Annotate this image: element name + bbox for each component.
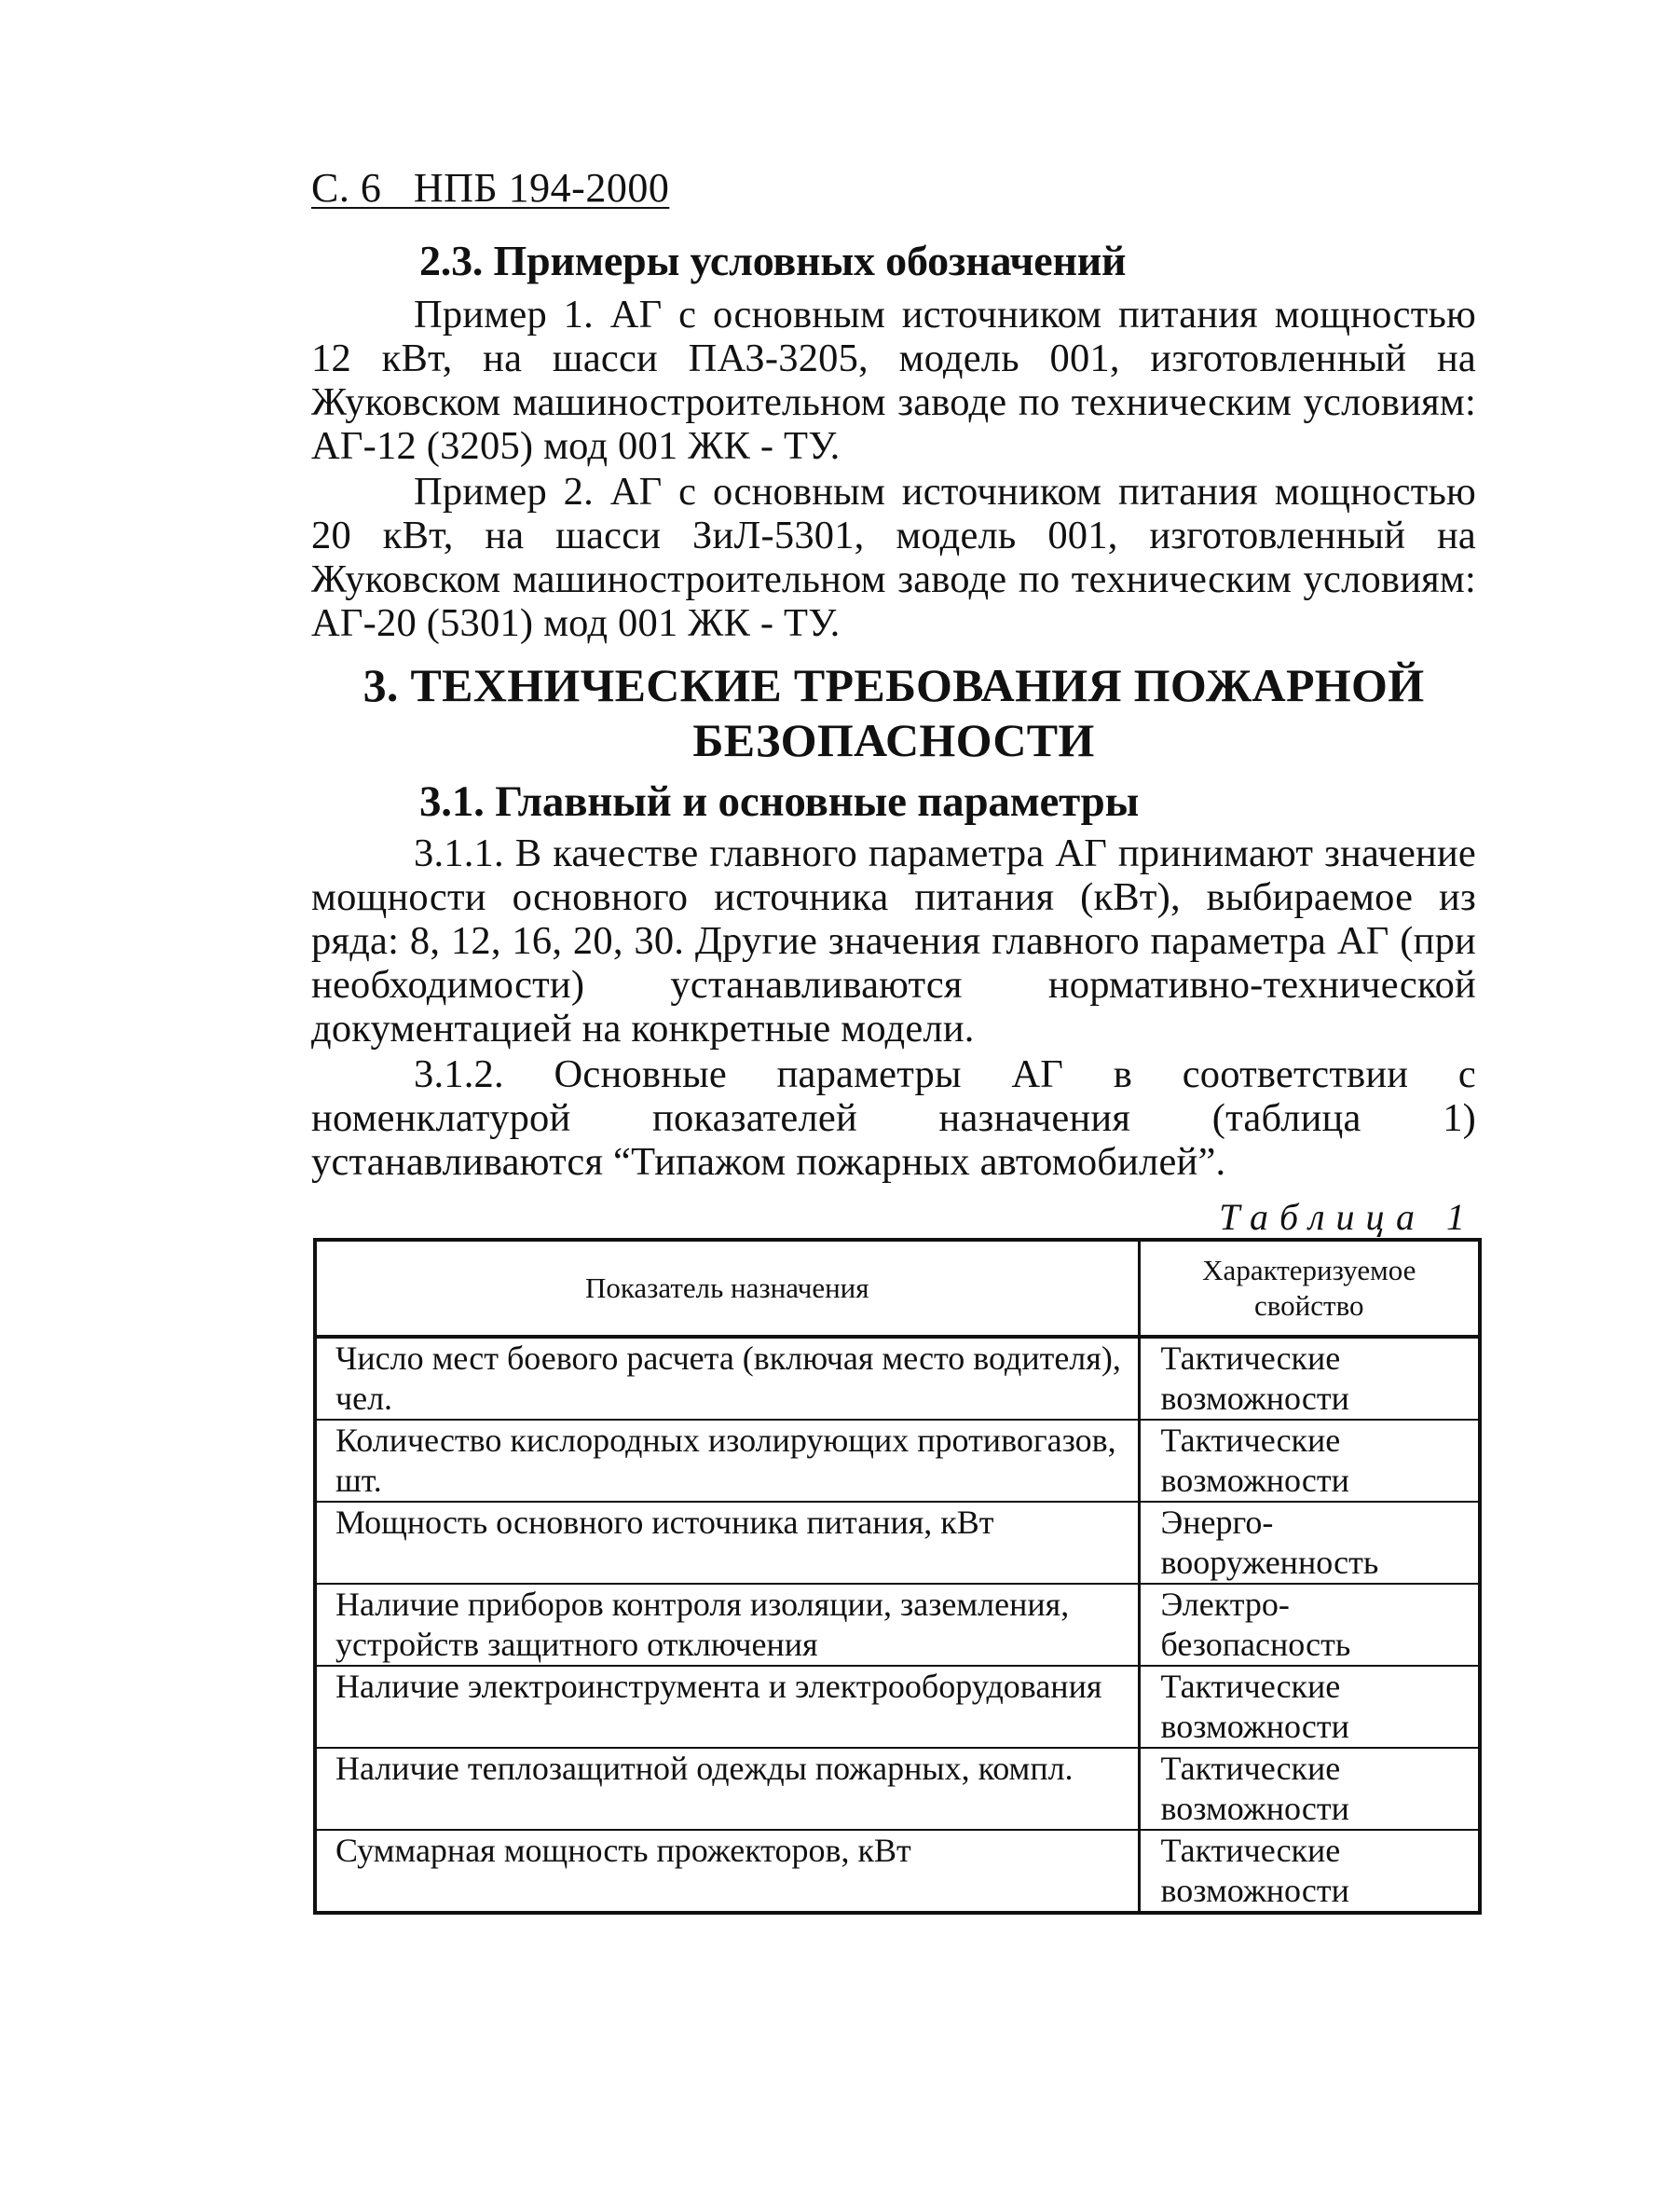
property-line: возможности	[1160, 1708, 1349, 1745]
indicator-cell: Количество кислородных изолирующих противогазов, шт.	[315, 1420, 1139, 1502]
indicator-cell: Наличие теплозащитной одежды пожарных, компл.	[315, 1748, 1139, 1830]
property-line: возможности	[1160, 1380, 1349, 1417]
property-cell	[1139, 1830, 1480, 1913]
table-row	[315, 1502, 1480, 1584]
property-line: вооруженность	[1160, 1544, 1379, 1581]
property-line: Электро-	[1160, 1586, 1290, 1623]
section-2-3-heading: 2.3. Примеры условных обозначений	[419, 237, 1127, 284]
table-row	[315, 1337, 1480, 1420]
section-3-heading	[311, 658, 1476, 768]
property-line: возможности	[1160, 1462, 1349, 1499]
table-row	[315, 1748, 1480, 1830]
section-3-heading-line-2: БЕЗОПАСНОСТИ	[692, 714, 1095, 766]
table-row	[315, 1666, 1480, 1748]
page-header: С. 6 НПБ 194-2000	[311, 165, 670, 211]
indicator-cell: Наличие электроинструмента и электрооборудования	[315, 1666, 1139, 1748]
section-3-heading-line-1: 3. ТЕХНИЧЕСКИЕ ТРЕБОВАНИЯ ПОЖАРНОЙ	[363, 659, 1425, 711]
paragraph-3-1-2: 3.1.2. Основные параметры АГ в соответствии с номенклатурой показателей назначения (таблица 1) устанавливаются “Типажом пожарных автомобилей”.	[311, 1052, 1476, 1184]
property-line: Тактические	[1160, 1340, 1341, 1377]
table-row	[315, 1584, 1480, 1666]
table-row	[315, 1830, 1480, 1913]
parameters-table	[313, 1238, 1482, 1915]
property-line: Тактические	[1160, 1832, 1341, 1869]
indicator-cell: Суммарная мощность прожекторов, кВт	[315, 1830, 1139, 1913]
property-line: безопасность	[1160, 1626, 1351, 1663]
paragraph-3-1-1: 3.1.1. В качестве главного параметра АГ принимают значение мощности основного источника питания (кВт), выбираемое из ряда: 8, 12, 16, 20, 30. Другие значения главного параметра АГ (при необходимости) устанавливаются нормативно-технической документацией на конкретные модели.	[311, 831, 1476, 1051]
property-line: Энерго-	[1160, 1504, 1274, 1541]
property-line: Тактические	[1160, 1422, 1341, 1459]
property-line: Тактические	[1160, 1668, 1341, 1705]
property-cell	[1139, 1420, 1480, 1502]
property-cell	[1139, 1748, 1480, 1830]
indicator-cell: Число мест боевого расчета (включая место водителя), чел.	[315, 1337, 1139, 1420]
table-row	[315, 1420, 1480, 1502]
section-3-1-heading: 3.1. Главный и основные параметры	[419, 777, 1140, 826]
indicator-cell: Мощность основного источника питания, кВт	[315, 1502, 1139, 1584]
table-caption: Таблица 1	[1219, 1196, 1476, 1238]
property-line: возможности	[1160, 1790, 1349, 1827]
property-cell	[1139, 1584, 1480, 1666]
header-property: Характеризуемое свойство	[1139, 1240, 1480, 1337]
indicator-cell: Наличие приборов контроля изоляции, заземления, устройств защитного отключения	[315, 1584, 1139, 1666]
example-2-paragraph: Пример 2. АГ с основным источником питания мощностью 20 кВт, на шасси ЗиЛ-5301, модель 001, изготовленный на Жуковском машиностроительном заводе по техническим условиям: АГ-20 (5301) мод 001 ЖК - ТУ.	[311, 470, 1476, 645]
header-indicator: Показатель назначения	[315, 1240, 1139, 1337]
property-cell	[1139, 1337, 1480, 1420]
property-cell	[1139, 1666, 1480, 1748]
table-header-row	[315, 1240, 1480, 1337]
property-line: Тактические	[1160, 1750, 1341, 1787]
property-cell	[1139, 1502, 1480, 1584]
property-line: возможности	[1160, 1872, 1349, 1909]
example-1-paragraph: Пример 1. АГ с основным источником питания мощностью 12 кВт, на шасси ПАЗ-3205, модель 001, изготовленный на Жуковском машиностроительном заводе по техническим условиям: АГ-12 (3205) мод 001 ЖК - ТУ.	[311, 293, 1476, 468]
